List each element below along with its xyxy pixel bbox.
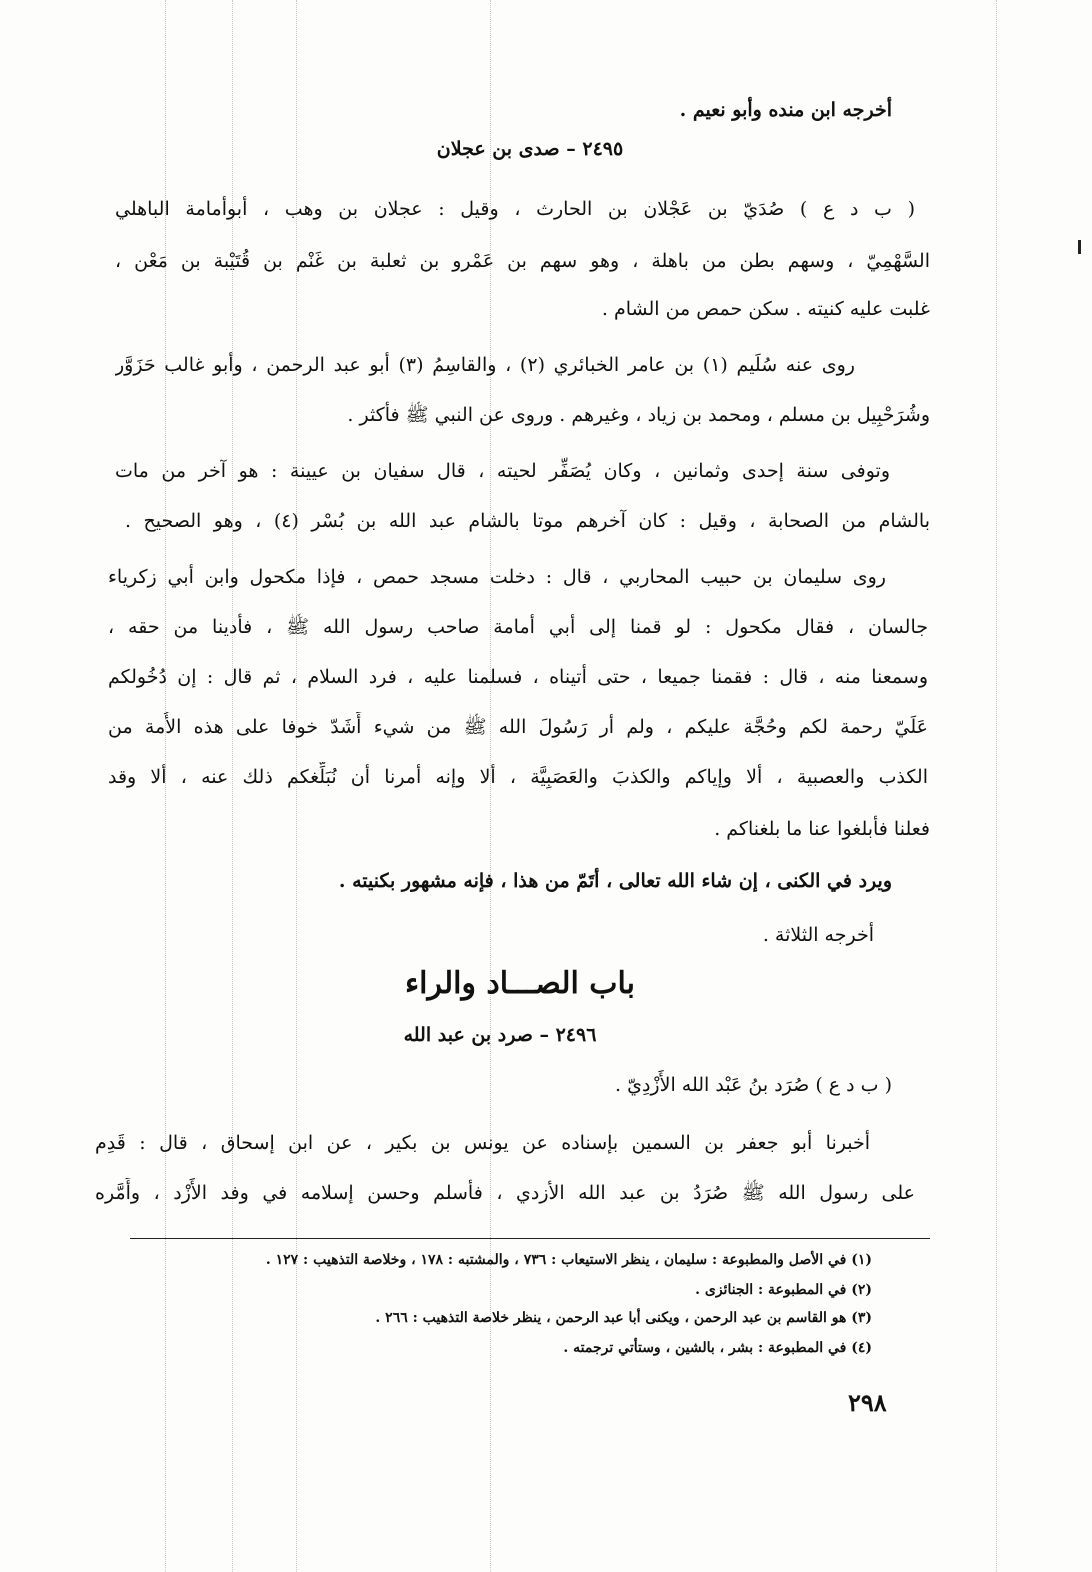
entry-2496-line1: ( ب د ع ) صُرَد بنُ عَبْد الله الأَزْدِيّ .: [615, 1074, 892, 1096]
scan-edge-mark: [1078, 240, 1081, 254]
entry-2496-para-line2: على رسول الله ﷺ صُرَدُ بن عبد الله الأزدي ، فأسلم وحسن إسلامه في وفد الأَزْد ، وأَمَّره: [95, 1182, 915, 1204]
entry-2495-para4-line6: فعلنا فأبلغوا عنا ما بلغناكم .: [714, 818, 930, 840]
footnote-divider: [130, 1238, 930, 1239]
entry-2495-para1-line2: السَّهْمِيّ ، وسهم بطن من باهلة ، وهو سهم بن عَمْرو بن ثعلبة بن غَنْم بن قُتَيْبة بن مَعْن ،: [115, 250, 930, 272]
footnote-2: (٢) في المطبوعة : الجنائزى .: [695, 1282, 872, 1298]
entry-2495-attribution: أخرجه الثلاثة .: [762, 924, 874, 946]
entry-2495-para1-line3: غلبت عليه كنيته . سكن حمص من الشام .: [601, 298, 930, 320]
entry-2495-para2-line2: وشُرَحْبِيل بن مسلم ، ومحمد بن زياد ، وغيرهم . وروى عن النبي ﷺ فأكثر .: [347, 404, 930, 426]
entry-2496-title: ٢٤٩٦ – صرد بن عبد الله: [403, 1024, 597, 1046]
entry-2495-para2-line1: روى عنه سُلَيم (١) بن عامر الخبائري (٢) ، والقاسِمُ (٣) أبو عبد الرحمن ، وأبو غالب حَزَوَّر: [115, 354, 855, 376]
entry-2495-kuna-note: ويرد في الكنى ، إن شاء الله تعالى ، أتَمّ من هذا ، فإنه مشهور بكنيته .: [338, 870, 892, 892]
entry-2495-para4-line5: الكذب والعصبية ، ألا وإياكم والكذبَ والعَصَبِيَّة ، ألا وإنه أمرنا أن نُبَلِّغكم ذلك عنه ، ألا وقد: [108, 766, 928, 788]
entry-2496-para-line1: أخبرنا أبو جعفر بن السمين بإسناده عن يونس بن بكير ، عن ابن إسحاق ، قال : قَدِم: [95, 1132, 870, 1154]
footnote-4: (٤) في المطبوعة : بشر ، بالشين ، وستأتي ترجمته .: [563, 1340, 872, 1356]
previous-entry-attribution: أخرجه ابن منده وأبو نعيم .: [679, 99, 892, 121]
footnote-3: (٣) هو القاسم بن عبد الرحمن ، ويكنى أبا عبد الرحمن ، ينظر خلاصة التذهيب : ٢٦٦ .: [375, 1310, 872, 1326]
entry-2495-para1-line1: ( ب د ع ) صُدَيّ بن عَجْلان بن الحارث ، وقيل : عجلان بن وهب ، أبوأمامة الباهلي: [115, 198, 915, 220]
entry-2495-para3-line2: بالشام من الصحابة ، وقيل : كان آخرهم موتا بالشام عبد الله بن بُسْر (٤) ، وهو الصحيح .: [125, 510, 930, 532]
entry-2495-para4-line3: وسمعنا منه ، قال : فقمنا جميعا ، حتى أتيناه ، فسلمنا عليه ، فرد السلام ، ثم قال : إن دُخُولكم: [108, 666, 928, 688]
entry-2495-para4-line1: روى سليمان بن حبيب المحاربي ، قال : دخلت مسجد حمص ، فإذا مكحول وابن أبي زكرياء: [108, 566, 886, 588]
entry-2495-para3-line1: وتوفى سنة إحدى وثمانين ، وكان يُصَفِّر لحيته ، قال سفيان بن عيينة : هو آخر من مات: [115, 460, 890, 482]
entry-2495-para4-line4: عَلَيّ رحمة لكم وحُجَّة عليكم ، ولم أر رَسُولَ الله ﷺ من شيء أَشَدّ خوفا على هذه الأُمة من: [108, 716, 928, 738]
page-number: ٢٩٨: [848, 1388, 887, 1417]
entry-2495-title: ٢٤٩٥ – صدى بن عجلان: [436, 138, 624, 160]
chapter-title: باب الصـــاد والراء: [405, 966, 635, 1001]
footnote-1: (١) في الأصل والمطبوعة : سليمان ، ينظر الاستيعاب : ٧٣٦ ، والمشتبه : ١٧٨ ، وخلاصة التذهيب : ١٢٧ .: [265, 1252, 872, 1268]
scan-fold-line: [996, 0, 997, 1572]
entry-2495-para4-line2: جالسان ، فقال مكحول : لو قمنا إلى أبي أمامة صاحب رسول الله ﷺ ، فأدينا من حقه ،: [108, 616, 928, 638]
